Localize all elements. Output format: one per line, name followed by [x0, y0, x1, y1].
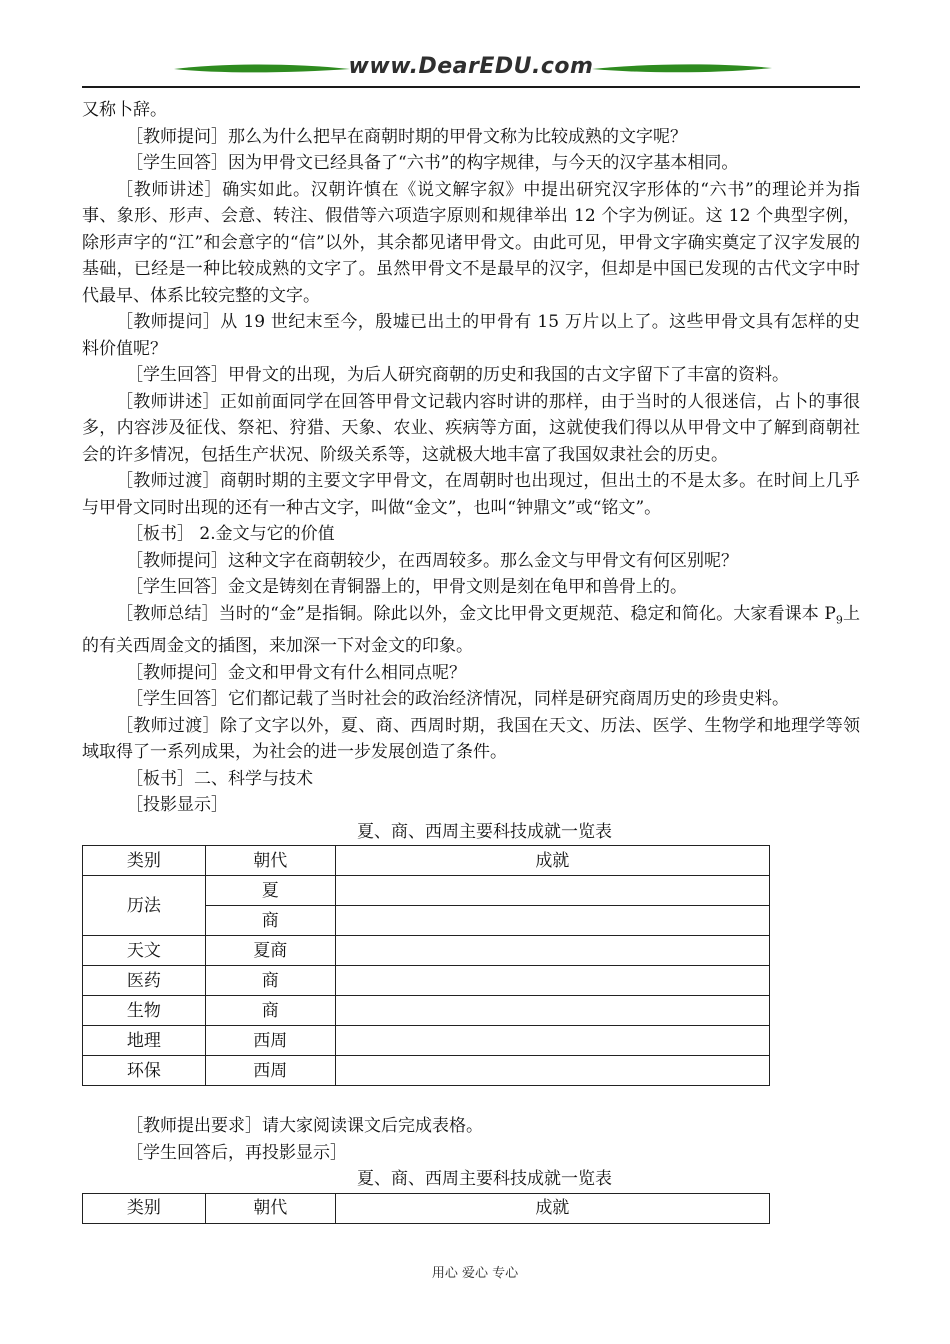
- dynasty-cell: 商: [205, 906, 335, 936]
- dynasty-cell: 商: [205, 996, 335, 1026]
- header-cell: 朝代: [205, 846, 335, 876]
- table-header-row: [83, 1193, 770, 1223]
- projection-note: ［投影显示］: [126, 795, 228, 816]
- board-note: ［板书］ 2.金文与它的价值: [126, 524, 335, 544]
- category-cell: 地理: [83, 1026, 206, 1056]
- page-footer: 用心 爱心 专心: [431, 1266, 519, 1281]
- header-cell: 成就: [335, 846, 769, 876]
- paragraph: ［教师提出要求］请大家阅读课文后完成表格。: [126, 1116, 483, 1137]
- category-cell: 医药: [83, 966, 206, 996]
- header-cell: 成就: [335, 1193, 769, 1223]
- header-cell: 朝代: [205, 1193, 335, 1223]
- paragraph: ［学生回答］因为甲骨文已经具备了“六书”的构字规律，与今天的汉字基本相同。: [126, 153, 739, 173]
- table-row: [83, 1056, 770, 1086]
- achievement-cell: [335, 966, 769, 996]
- paragraph-text: ［教师总结］当时的“金”是指铜。除此以外，金文比甲骨文更规范、稳定和简化。大家看课本 P: [116, 603, 836, 624]
- paragraph: 又称卜辞。: [82, 100, 167, 120]
- table-header-row: [83, 846, 770, 876]
- table-row: [83, 996, 770, 1026]
- site-header: [82, 52, 860, 88]
- achievement-cell: [335, 1056, 769, 1086]
- achievements-table-2: [82, 1193, 770, 1224]
- table-caption: 夏、商、西周主要科技成就一览表: [357, 1169, 612, 1190]
- category-cell: 环保: [83, 1056, 206, 1086]
- dynasty-cell: 商: [205, 966, 335, 996]
- paragraph: ［学生回答］金文是铸刻在青铜器上的，甲骨文则是刻在龟甲和兽骨上的。: [126, 577, 687, 597]
- category-cell: 历法: [83, 876, 206, 936]
- projection-note: ［学生回答后，再投影显示］: [126, 1142, 347, 1163]
- achievement-cell: [335, 936, 769, 966]
- dynasty-cell: 夏: [205, 876, 335, 906]
- achievement-cell: [335, 876, 769, 906]
- table-row: [83, 966, 770, 996]
- paragraph: ［教师提问］从 19 世纪末至今，殷墟已出土的甲骨有 15 万片以上了。这些甲骨文具有怎样的史料价值呢？: [82, 312, 860, 359]
- paragraph: ［教师讲述］确实如此。汉朝许慎在《说文解字叙》中提出研究汉字形体的“六书”的理论并为指事、象形、形声、会意、转注、假借等六项造字原则和规律举出 12 个字为例证。这 12 个典型字例，除形声字的“江”和会意字的“信”以外，其余都见诸甲骨文。由此可见，甲骨文字确实奠定了汉字发展的基础，已经是一种比较成熟的文字了。虽然甲骨文不是最早的汉字，但却是中国已发现的古代文字中时代最早、体系比较完整的文字。: [82, 179, 860, 306]
- paragraph: ［学生回答］它们都记载了当时社会的政治经济情况，同样是研究商周历史的珍贵史料。: [126, 689, 789, 710]
- table-row: [83, 876, 770, 906]
- paragraph: ［学生回答］甲骨文的出现，为后人研究商朝的历史和我国的古文字留下了丰富的资料。: [126, 365, 789, 385]
- paragraph: [82, 601, 860, 660]
- header-rule: [82, 86, 860, 88]
- paragraph-text: 上的有关西周金文的插图，来加深一下对金文的印象。: [82, 603, 860, 657]
- dynasty-cell: 西周: [205, 1026, 335, 1056]
- page-subscript: 9: [835, 612, 843, 626]
- paragraph: ［教师过渡］商朝时期的主要文字甲骨文，在周朝时也出现过，但出土的不是太多。在时间上几乎与甲骨文同时出现的还有一种古文字，叫做“金文”，也叫“钟鼎文”或“铭文”。: [82, 471, 860, 518]
- table-row: [83, 1026, 770, 1056]
- paragraph: ［教师提问］这种文字在商朝较少，在西周较多。那么金文与甲骨文有何区别呢？: [126, 550, 738, 571]
- board-note: ［板书］二、科学与技术: [126, 768, 313, 789]
- paragraph: ［教师提问］金文和甲骨文有什么相同点呢？: [126, 662, 466, 683]
- table-row: [83, 936, 770, 966]
- category-cell: 生物: [83, 996, 206, 1026]
- dynasty-cell: 夏商: [205, 936, 335, 966]
- dynasty-cell: 西周: [205, 1056, 335, 1086]
- table-caption: 夏、商、西周主要科技成就一览表: [357, 821, 612, 842]
- achievements-table: [82, 845, 770, 1086]
- category-cell: 天文: [83, 936, 206, 966]
- spacer: [92, 1086, 860, 1113]
- achievement-cell: [335, 906, 769, 936]
- achievement-cell: [335, 1026, 769, 1056]
- achievement-cell: [335, 996, 769, 1026]
- paragraph: ［教师提问］那么为什么把早在商朝时期的甲骨文称为比较成熟的文字呢？: [126, 126, 687, 147]
- header-cell: 类别: [83, 846, 206, 876]
- paragraph: ［教师讲述］正如前面同学在回答甲骨文记载内容时讲的那样，由于当时的人很迷信，占卜的事很多，内容涉及征伐、祭祀、狩猎、天象、农业、疾病等方面，这就使我们得以从甲骨文中了解到商朝社会的许多情况，包括生产状况、阶级关系等，这就极大地丰富了我国奴隶社会的历史。: [82, 391, 860, 465]
- paragraph: ［教师过渡］除了文字以外，夏、商、西周时期，我国在天文、历法、医学、生物学和地理学等领域取得了一系列成果，为社会的进一步发展创造了条件。: [82, 715, 860, 763]
- document-body: [82, 97, 860, 1224]
- header-cell: 类别: [83, 1193, 206, 1223]
- site-logo-text[interactable]: www.DearEDU.com: [348, 54, 594, 79]
